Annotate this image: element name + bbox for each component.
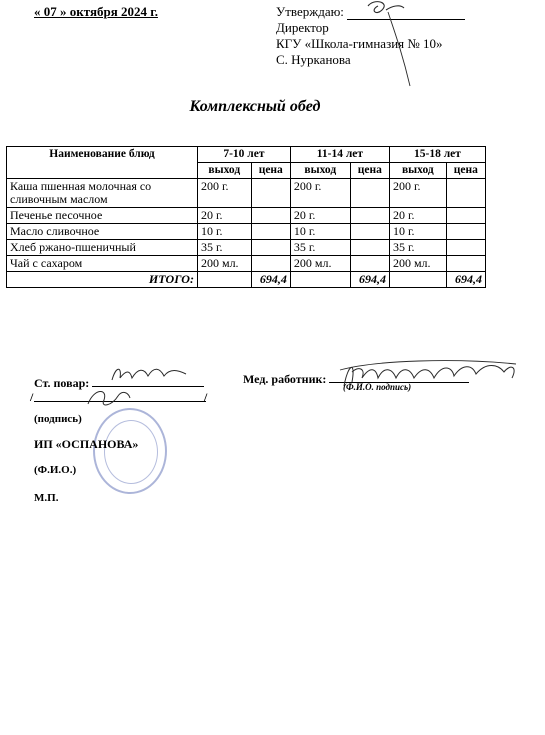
- dish-output: 10 г.: [197, 224, 251, 240]
- approve-label: Утверждаю:: [276, 4, 344, 19]
- dish-output: 20 г.: [389, 208, 446, 224]
- dish-name: Хлеб ржано-пшеничный: [7, 240, 198, 256]
- director-name: С. Нурканова: [276, 52, 351, 67]
- dish-price: [446, 224, 485, 240]
- dish-output: 200 г.: [389, 179, 446, 208]
- dish-output: 200 мл.: [389, 256, 446, 272]
- dish-output: 35 г.: [197, 240, 251, 256]
- total-price-11-14: 694,4: [350, 272, 389, 288]
- dish-price: [251, 179, 290, 208]
- table-row: [7, 208, 486, 224]
- subheader-output: выход: [197, 163, 251, 179]
- column-header-age-7-10: 7-10 лет: [197, 147, 290, 163]
- slash-left: /: [30, 390, 34, 404]
- dish-output: 200 мл.: [290, 256, 350, 272]
- total-price-7-10: 694,4: [251, 272, 290, 288]
- dish-price: [446, 240, 485, 256]
- signature-note: (подпись): [34, 413, 82, 425]
- slash-right: /: [204, 390, 208, 404]
- fio-note: (Ф.И.О.): [34, 464, 77, 476]
- dish-output: 200 мл.: [197, 256, 251, 272]
- director-position: Директор: [276, 20, 329, 35]
- cook-label: Ст. повар:: [34, 376, 90, 390]
- organization-name: КГУ «Школа-гимназия № 10»: [276, 36, 443, 51]
- subheader-price: цена: [446, 163, 485, 179]
- dish-name: Масло сливочное: [7, 224, 198, 240]
- seal-place: М.П.: [34, 492, 59, 504]
- column-header-age-11-14: 11-14 лет: [290, 147, 389, 163]
- dish-price: [446, 179, 485, 208]
- dish-output: 20 г.: [197, 208, 251, 224]
- dish-price: [446, 256, 485, 272]
- fio-signature: [84, 386, 134, 410]
- dish-price: [251, 208, 290, 224]
- medic-note: (Ф.И.О. подпись): [343, 382, 412, 392]
- dish-price: [251, 224, 290, 240]
- dish-name: Чай с сахаром: [7, 256, 198, 272]
- subheader-output: выход: [290, 163, 350, 179]
- document-date: « 07 » октября 2024 г.: [34, 4, 158, 19]
- dish-output: 10 г.: [290, 224, 350, 240]
- page-title: Комплексный обед: [189, 98, 321, 115]
- subheader-output: выход: [389, 163, 446, 179]
- dish-price: [350, 240, 389, 256]
- total-price-15-18: 694,4: [446, 272, 485, 288]
- director-signature: [330, 0, 450, 90]
- column-header-age-15-18: 15-18 лет: [389, 147, 485, 163]
- menu-table: [6, 146, 486, 288]
- dish-output: 35 г.: [389, 240, 446, 256]
- table-row: [7, 256, 486, 272]
- dish-price: [350, 256, 389, 272]
- total-output-empty: [389, 272, 446, 288]
- dish-price: [350, 179, 389, 208]
- dish-output: 200 г.: [290, 179, 350, 208]
- total-output-empty: [290, 272, 350, 288]
- table-header-row: [7, 147, 486, 163]
- dish-price: [350, 224, 389, 240]
- dish-price: [251, 240, 290, 256]
- seal-stamp-inner-ring: [104, 420, 158, 484]
- total-label: ИТОГО:: [7, 272, 198, 288]
- total-output-empty: [197, 272, 251, 288]
- dish-output: 200 г.: [197, 179, 251, 208]
- table-row: [7, 240, 486, 256]
- table-row: [7, 179, 486, 208]
- dish-price: [251, 256, 290, 272]
- dish-output: 35 г.: [290, 240, 350, 256]
- dish-price: [350, 208, 389, 224]
- subheader-price: цена: [251, 163, 290, 179]
- column-header-name: Наименование блюд: [7, 147, 198, 179]
- medic-label: Мед. работник:: [243, 372, 327, 386]
- subheader-price: цена: [350, 163, 389, 179]
- table-row: [7, 224, 486, 240]
- dish-output: 20 г.: [290, 208, 350, 224]
- dish-name: Печенье песочное: [7, 208, 198, 224]
- dish-output: 10 г.: [389, 224, 446, 240]
- company-name: ИП «ОСПАНОВА»: [34, 437, 139, 451]
- dish-price: [446, 208, 485, 224]
- dish-name: Каша пшенная молочная со сливочным маслом: [7, 179, 198, 208]
- table-total-row: [7, 272, 486, 288]
